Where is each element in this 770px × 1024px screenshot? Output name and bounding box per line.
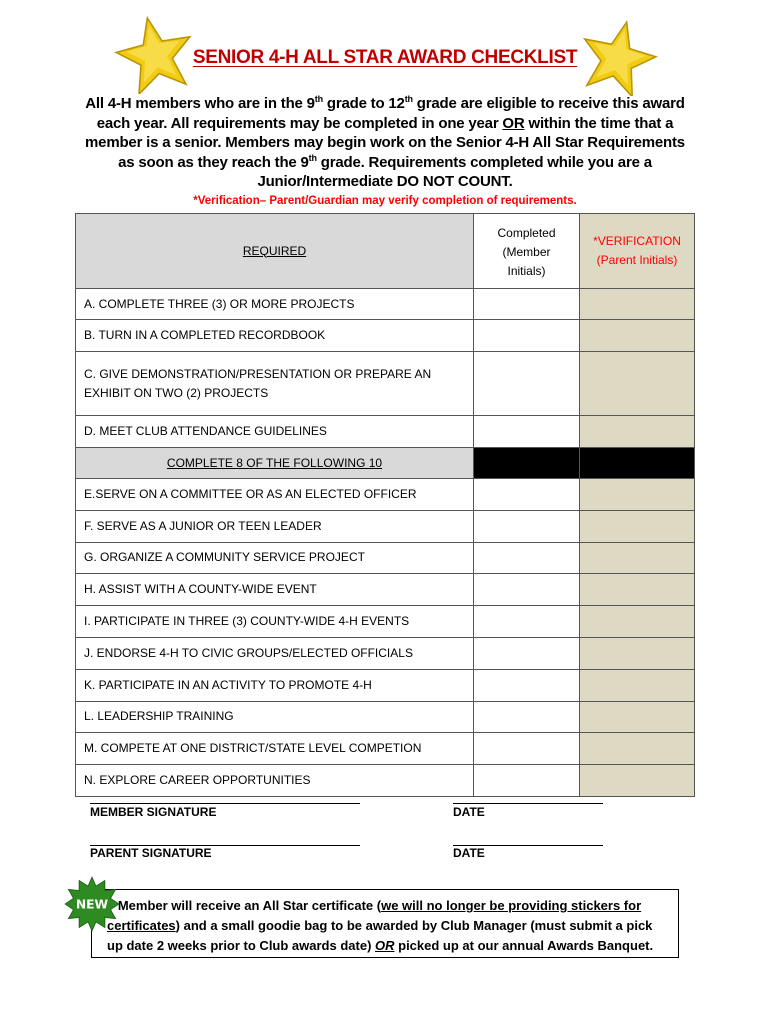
requirement-label: B. TURN IN A COMPLETED RECORDBOOK [76, 320, 474, 352]
requirement-label: D. MEET CLUB ATTENDANCE GUIDELINES [76, 416, 474, 448]
table-row [76, 733, 695, 765]
member-signature-line[interactable] [90, 803, 360, 804]
requirement-label: F. SERVE AS A JUNIOR OR TEEN LEADER [76, 510, 474, 542]
verification-initials-cell[interactable] [580, 542, 695, 574]
completed-initials-cell[interactable] [474, 701, 580, 733]
completed-initials-cell[interactable] [474, 574, 580, 606]
requirement-label: E.SERVE ON A COMMITTEE OR AS AN ELECTED OFFICER [76, 479, 474, 511]
member-signature-label: MEMBER SIGNATURE [90, 805, 217, 819]
verification-initials-cell[interactable] [580, 574, 695, 606]
completed-initials-cell[interactable] [474, 542, 580, 574]
parent-signature-label: PARENT SIGNATURE [90, 846, 212, 860]
header-required: REQUIRED [76, 214, 474, 289]
verification-initials-cell[interactable] [580, 701, 695, 733]
page-title: SENIOR 4-H ALL STAR AWARD CHECKLIST [192, 47, 578, 68]
section-row [76, 448, 695, 479]
table-row [76, 542, 695, 574]
completed-initials-cell[interactable] [474, 606, 580, 638]
verification-initials-cell[interactable] [580, 320, 695, 352]
checklist-table [75, 213, 695, 797]
completed-initials-cell[interactable] [474, 416, 580, 448]
completed-initials-cell[interactable] [474, 637, 580, 669]
table-row [76, 479, 695, 511]
verification-initials-cell[interactable] [580, 352, 695, 416]
requirement-label: A. COMPLETE THREE (3) OR MORE PROJECTS [76, 289, 474, 320]
table-row [76, 574, 695, 606]
parent-date-label: DATE [453, 846, 485, 860]
completed-initials-cell[interactable] [474, 352, 580, 416]
requirement-label: N. EXPLORE CAREER OPPORTUNITIES [76, 765, 474, 797]
requirement-label: C. GIVE DEMONSTRATION/PRESENTATION OR PREPARE AN EXHIBIT ON TWO (2) PROJECTS [76, 352, 474, 416]
requirement-label: I. PARTICIPATE IN THREE (3) COUNTY-WIDE 4-H EVENTS [76, 606, 474, 638]
table-row [76, 416, 695, 448]
section-black-cell [474, 448, 580, 479]
requirement-label: G. ORGANIZE A COMMUNITY SERVICE PROJECT [76, 542, 474, 574]
completed-initials-cell[interactable] [474, 479, 580, 511]
member-date-line[interactable] [453, 803, 603, 804]
requirement-label: K. PARTICIPATE IN AN ACTIVITY TO PROMOTE 4-H [76, 669, 474, 701]
table-row [76, 637, 695, 669]
verification-initials-cell[interactable] [580, 510, 695, 542]
requirement-label: J. ENDORSE 4-H TO CIVIC GROUPS/ELECTED OFFICIALS [76, 637, 474, 669]
completed-initials-cell[interactable] [474, 733, 580, 765]
verification-initials-cell[interactable] [580, 416, 695, 448]
verification-initials-cell[interactable] [580, 479, 695, 511]
verification-initials-cell[interactable] [580, 733, 695, 765]
completed-initials-cell[interactable] [474, 510, 580, 542]
verification-initials-cell[interactable] [580, 765, 695, 797]
section-label: COMPLETE 8 OF THE FOLLOWING 10 [76, 448, 474, 479]
table-row [76, 289, 695, 320]
requirement-label: L. LEADERSHIP TRAINING [76, 701, 474, 733]
table-header-row [76, 214, 695, 289]
table-row [76, 606, 695, 638]
requirement-label: H. ASSIST WITH A COUNTY-WIDE EVENT [76, 574, 474, 606]
completed-initials-cell[interactable] [474, 289, 580, 320]
completed-initials-cell[interactable] [474, 669, 580, 701]
table-row [76, 320, 695, 352]
intro-paragraph: All 4-H members who are in the 9th grade to 12th grade are eligible to receive this award each year. All requirements may be completed in one year OR within the time that a member is a senior. Members may begin work on the Senior 4-H All Star Requirements as soon as they reach the 9th grade. Requirements completed while you are a Junior/Intermediate DO NOT COUNT. [85, 94, 685, 190]
member-date-label: DATE [453, 805, 485, 819]
table-row [76, 701, 695, 733]
verification-note: *Verification– Parent/Guardian may verify completion of requirements. [193, 195, 577, 207]
completed-initials-cell[interactable] [474, 765, 580, 797]
header-verification: *VERIFICATION (Parent Initials) [580, 214, 695, 289]
table-row [76, 765, 695, 797]
verification-initials-cell[interactable] [580, 289, 695, 320]
header-completed: Completed (Member Initials) [474, 214, 580, 289]
table-row [76, 352, 695, 416]
verification-initials-cell[interactable] [580, 637, 695, 669]
note-text: Member will receive an All Star certificate (we will no longer be providing stickers for certificates) and a small goodie bag to be awarded by Club Manager (must submit a pick up date 2 weeks prior to Club awards date) OR picked up at our annual Awards Banquet. [107, 898, 654, 953]
table-row [76, 669, 695, 701]
verification-initials-cell[interactable] [580, 669, 695, 701]
table-row [76, 510, 695, 542]
new-badge-icon [62, 876, 122, 932]
requirement-label: M. COMPETE AT ONE DISTRICT/STATE LEVEL COMPETION [76, 733, 474, 765]
completed-initials-cell[interactable] [474, 320, 580, 352]
section-black-cell [580, 448, 695, 479]
svg-text:NEW: NEW [75, 897, 109, 912]
verification-initials-cell[interactable] [580, 606, 695, 638]
